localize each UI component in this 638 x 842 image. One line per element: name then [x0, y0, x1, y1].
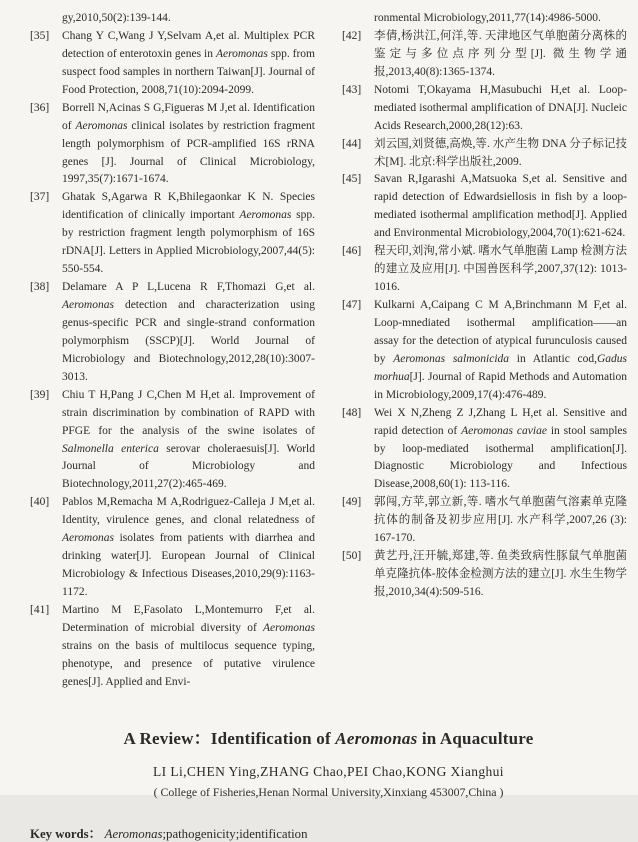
- reference-text: [374, 405, 627, 495]
- reference-item: [342, 136, 627, 172]
- reference-text: [62, 28, 315, 100]
- text-run: spp. from suspect food samples in northern Taiwan[J]. Journal of Food Protection, 2008,71(10):2094-2099.: [62, 47, 315, 96]
- text-run: detection and characterization using genus-specific PCR and single-strand conformation polymorphism (SSCP)[J]. World Journal of Microbiology and Biotechnology,2012,28(10):3007-3013.: [62, 299, 315, 383]
- text-run: in stool samples by loop-mediated isothermal amplification[J]. Diagnostic Microbiology and Infectious Disease,2008,60(1): 113-116.: [374, 424, 627, 491]
- keywords-text: [105, 827, 308, 841]
- references-column-right: [342, 10, 627, 602]
- reference-number: [36]: [30, 101, 50, 114]
- italic-text-run: Aeromonas: [335, 728, 418, 748]
- text-run: Kulkarni A,Caipang C M A,Brinchmann M F,et al. Loop-mnediated isothermal amplification——an assay for the detection of atypical furunculosis caused by: [374, 299, 627, 365]
- italic-text-run: Aeromonas: [215, 47, 268, 60]
- reference-number: [37]: [30, 191, 50, 204]
- reference-item: [30, 602, 315, 692]
- italic-text-run: Aeromonas: [62, 532, 114, 545]
- reference-text: [62, 279, 315, 387]
- reference-number: [41]: [30, 603, 50, 616]
- text-run: Martino M E,Fasolato L,Montemurro F,et al. Determination of microbial diversity of: [62, 603, 315, 634]
- text-run: in Atlantic cod,: [509, 352, 597, 365]
- text-run: Chang Y C,Wang J Y,Selvam A,et al. Multiplex PCR detection of enterotoxin genes in: [62, 29, 315, 60]
- references-section: [30, 10, 627, 692]
- reference-number: [50]: [342, 550, 362, 563]
- italic-text-run: Aeromonas: [62, 299, 114, 311]
- reference-item: [342, 28, 627, 82]
- reference-item: [30, 494, 315, 602]
- text-run: A Review：Identification of: [123, 728, 336, 748]
- text-run: clinical isolates by restriction fragment length polymorphism of PCR-amplified 16S rRNA genes [J]. Journal of Clinical Microbiology, 1997,35(7):1671-1674.: [62, 119, 315, 186]
- reference-text: [374, 28, 627, 82]
- reference-text: [374, 136, 627, 172]
- reference-item: [30, 28, 315, 100]
- reference-number: [40]: [30, 496, 50, 509]
- reference-text: [62, 189, 315, 279]
- text-run: Delamare A P L,Lucena R F,Thomazi G,et al.: [62, 281, 315, 294]
- reference-number: [39]: [30, 388, 50, 401]
- article-header-block: [30, 724, 627, 842]
- text-run: Wei X N,Zheng Z J,Zhang L H,et al. Sensitive and rapid detection of: [374, 406, 627, 437]
- reference-item: [342, 171, 627, 243]
- reference-text: [374, 10, 627, 28]
- text-run: 郭闯,方苹,郭立新,等. 嗜水气单胞菌气溶素单克隆抗体的制备及初步应用[J]. 水产科学,2007,26 (3): 167-170.: [374, 496, 627, 545]
- reference-continuation: [30, 10, 315, 28]
- text-run: serovar choleraesuis[J]. World Journal of Microbiology and Biotechnology,2011,27(2):465-469.: [62, 442, 315, 491]
- reference-text: [374, 243, 627, 297]
- text-run: ;pathogenicity;identification: [162, 826, 308, 841]
- reference-text: [62, 10, 315, 28]
- reference-number: [342, 10, 374, 28]
- text-run: isolates from patients with diarrhea and drinking water[J]. European Journal of Clinical Microbiology & Infectious Diseases,2010,29(9):1163-1172.: [62, 532, 315, 598]
- affiliation-line: ( College of Fisheries,Henan Normal University,Xinxiang 453007,China ): [153, 784, 504, 799]
- reference-item: [30, 100, 315, 190]
- reference-number: [38]: [30, 281, 50, 294]
- reference-item: [342, 82, 627, 136]
- reference-item: [342, 243, 627, 297]
- text-run: Chiu T H,Pang J C,Chen M H,et al. Improvement of strain discrimination by combination of RAPD with PFGE for the analysis of the swine isolates of: [62, 388, 315, 437]
- italic-text-run: Aeromonas: [75, 119, 128, 132]
- reference-continuation: [342, 10, 627, 28]
- reference-number: [30, 10, 62, 28]
- italic-text-run: Salmonella enterica: [62, 442, 159, 455]
- reference-item: [30, 189, 315, 279]
- reference-item: [342, 548, 627, 602]
- reference-number: [35]: [30, 29, 50, 42]
- italic-text-run: Aeromonas: [104, 826, 163, 841]
- reference-text: [374, 82, 627, 136]
- references-column-left: [30, 10, 315, 692]
- text-run: 刘云国,刘贤德,高焕,等. 水产生物 DNA 分子标记技术[M]. 北京:科学出版社,2009.: [374, 137, 627, 168]
- reference-text: [62, 602, 315, 692]
- reference-text: [374, 297, 627, 405]
- text-run: Notomi T,Okayama H,Masubuchi H,et al. Loop-mediated isothermal amplification of DNA[J]. Nucleic Acids Research,2000,28(12):63.: [374, 83, 627, 132]
- reference-text: [62, 494, 315, 602]
- keywords-label: Key words：: [30, 826, 102, 841]
- text-run: strains on the basis of multilocus sequence typing, phenotype, and presence of putative virulence genes[J]. Applied and Envi-: [62, 639, 315, 688]
- article-title: [30, 724, 627, 749]
- reference-number: [45]: [342, 173, 362, 186]
- text-run: gy,2010,50(2):139-144.: [62, 12, 171, 24]
- text-run: Pablos M,Remacha M A,Rodriguez-Calleja J M,et al. Identity, virulence genes, and clonal relatedness of: [62, 496, 315, 527]
- reference-item: [342, 297, 627, 405]
- text-run: 黄艺丹,汪开毓,郑建,等. 鱼类致病性豚鼠气单胞菌单克隆抗体-胶体金检测方法的建立[J]. 水生生物学报,2010,34(4):509-516.: [374, 550, 627, 598]
- reference-item: [342, 405, 627, 495]
- reference-number: [49]: [342, 496, 362, 509]
- italic-text-run: Aeromonas salmonicida: [393, 352, 510, 365]
- reference-item: [30, 387, 315, 495]
- text-run: in Aquaculture: [417, 728, 534, 748]
- reference-number: [48]: [342, 406, 362, 419]
- reference-text: [374, 494, 627, 548]
- text-run: 程天印,刘洵,常小斌. 嗜水气单胞菌 Lamp 检测方法的建立及应用[J]. 中国兽医科学,2007,37(12): 1013-1016.: [374, 245, 627, 294]
- authors-line: LI Li,CHEN Ying,ZHANG Chao,PEI Chao,KONG Xianghui: [153, 763, 504, 779]
- reference-text: [374, 548, 627, 602]
- reference-number: [47]: [342, 299, 362, 311]
- text-run: Savan R,Igarashi A,Matsuoka S,et al. Sensitive and rapid detection of Edwardsiellosis in fish by a loop-mediated isothermal amplification method[J]. Applied and Environmental Microbiology,2004,70(1):621-624.: [374, 173, 627, 240]
- italic-text-run: Aeromonas caviae: [461, 424, 547, 437]
- reference-number: [44]: [342, 137, 362, 150]
- text-run: Ghatak S,Agarwa R K,Bhilegaonkar K N. Species identification of clinically important: [62, 191, 315, 222]
- text-run: Borrell N,Acinas S G,Figueras M J,et al. Identification of: [62, 101, 315, 132]
- text-run: [J]. Journal of Rapid Methods and Automation in Microbiology,2009,17(4):476-489.: [374, 370, 627, 401]
- reference-number: [43]: [342, 83, 362, 96]
- reference-text: [62, 100, 315, 190]
- italic-text-run: Aeromonas: [239, 209, 292, 222]
- reference-item: [342, 494, 627, 548]
- text-run: 李倩,杨洪江,何洋,等. 天津地区气单胞菌分离株的鉴定与多位点序列分型[J]. 微生物学通报,2013,40(8):1365-1374.: [374, 29, 627, 78]
- text-run: spp. by restriction fragment length polymorphism of 16S rDNA[J]. Letters in Applied Microbiology,2007,44(5): 550-554.: [62, 209, 315, 276]
- reference-item: [30, 279, 315, 387]
- text-run: ronmental Microbiology,2011,77(14):4986-5000.: [374, 12, 601, 24]
- reference-text: [62, 387, 315, 495]
- reference-number: [42]: [342, 29, 362, 42]
- keywords-line: [30, 823, 627, 842]
- italic-text-run: Gadus morhua: [374, 352, 627, 383]
- italic-text-run: Aeromonas: [263, 621, 315, 634]
- reference-text: [374, 171, 627, 243]
- reference-number: [46]: [342, 245, 362, 258]
